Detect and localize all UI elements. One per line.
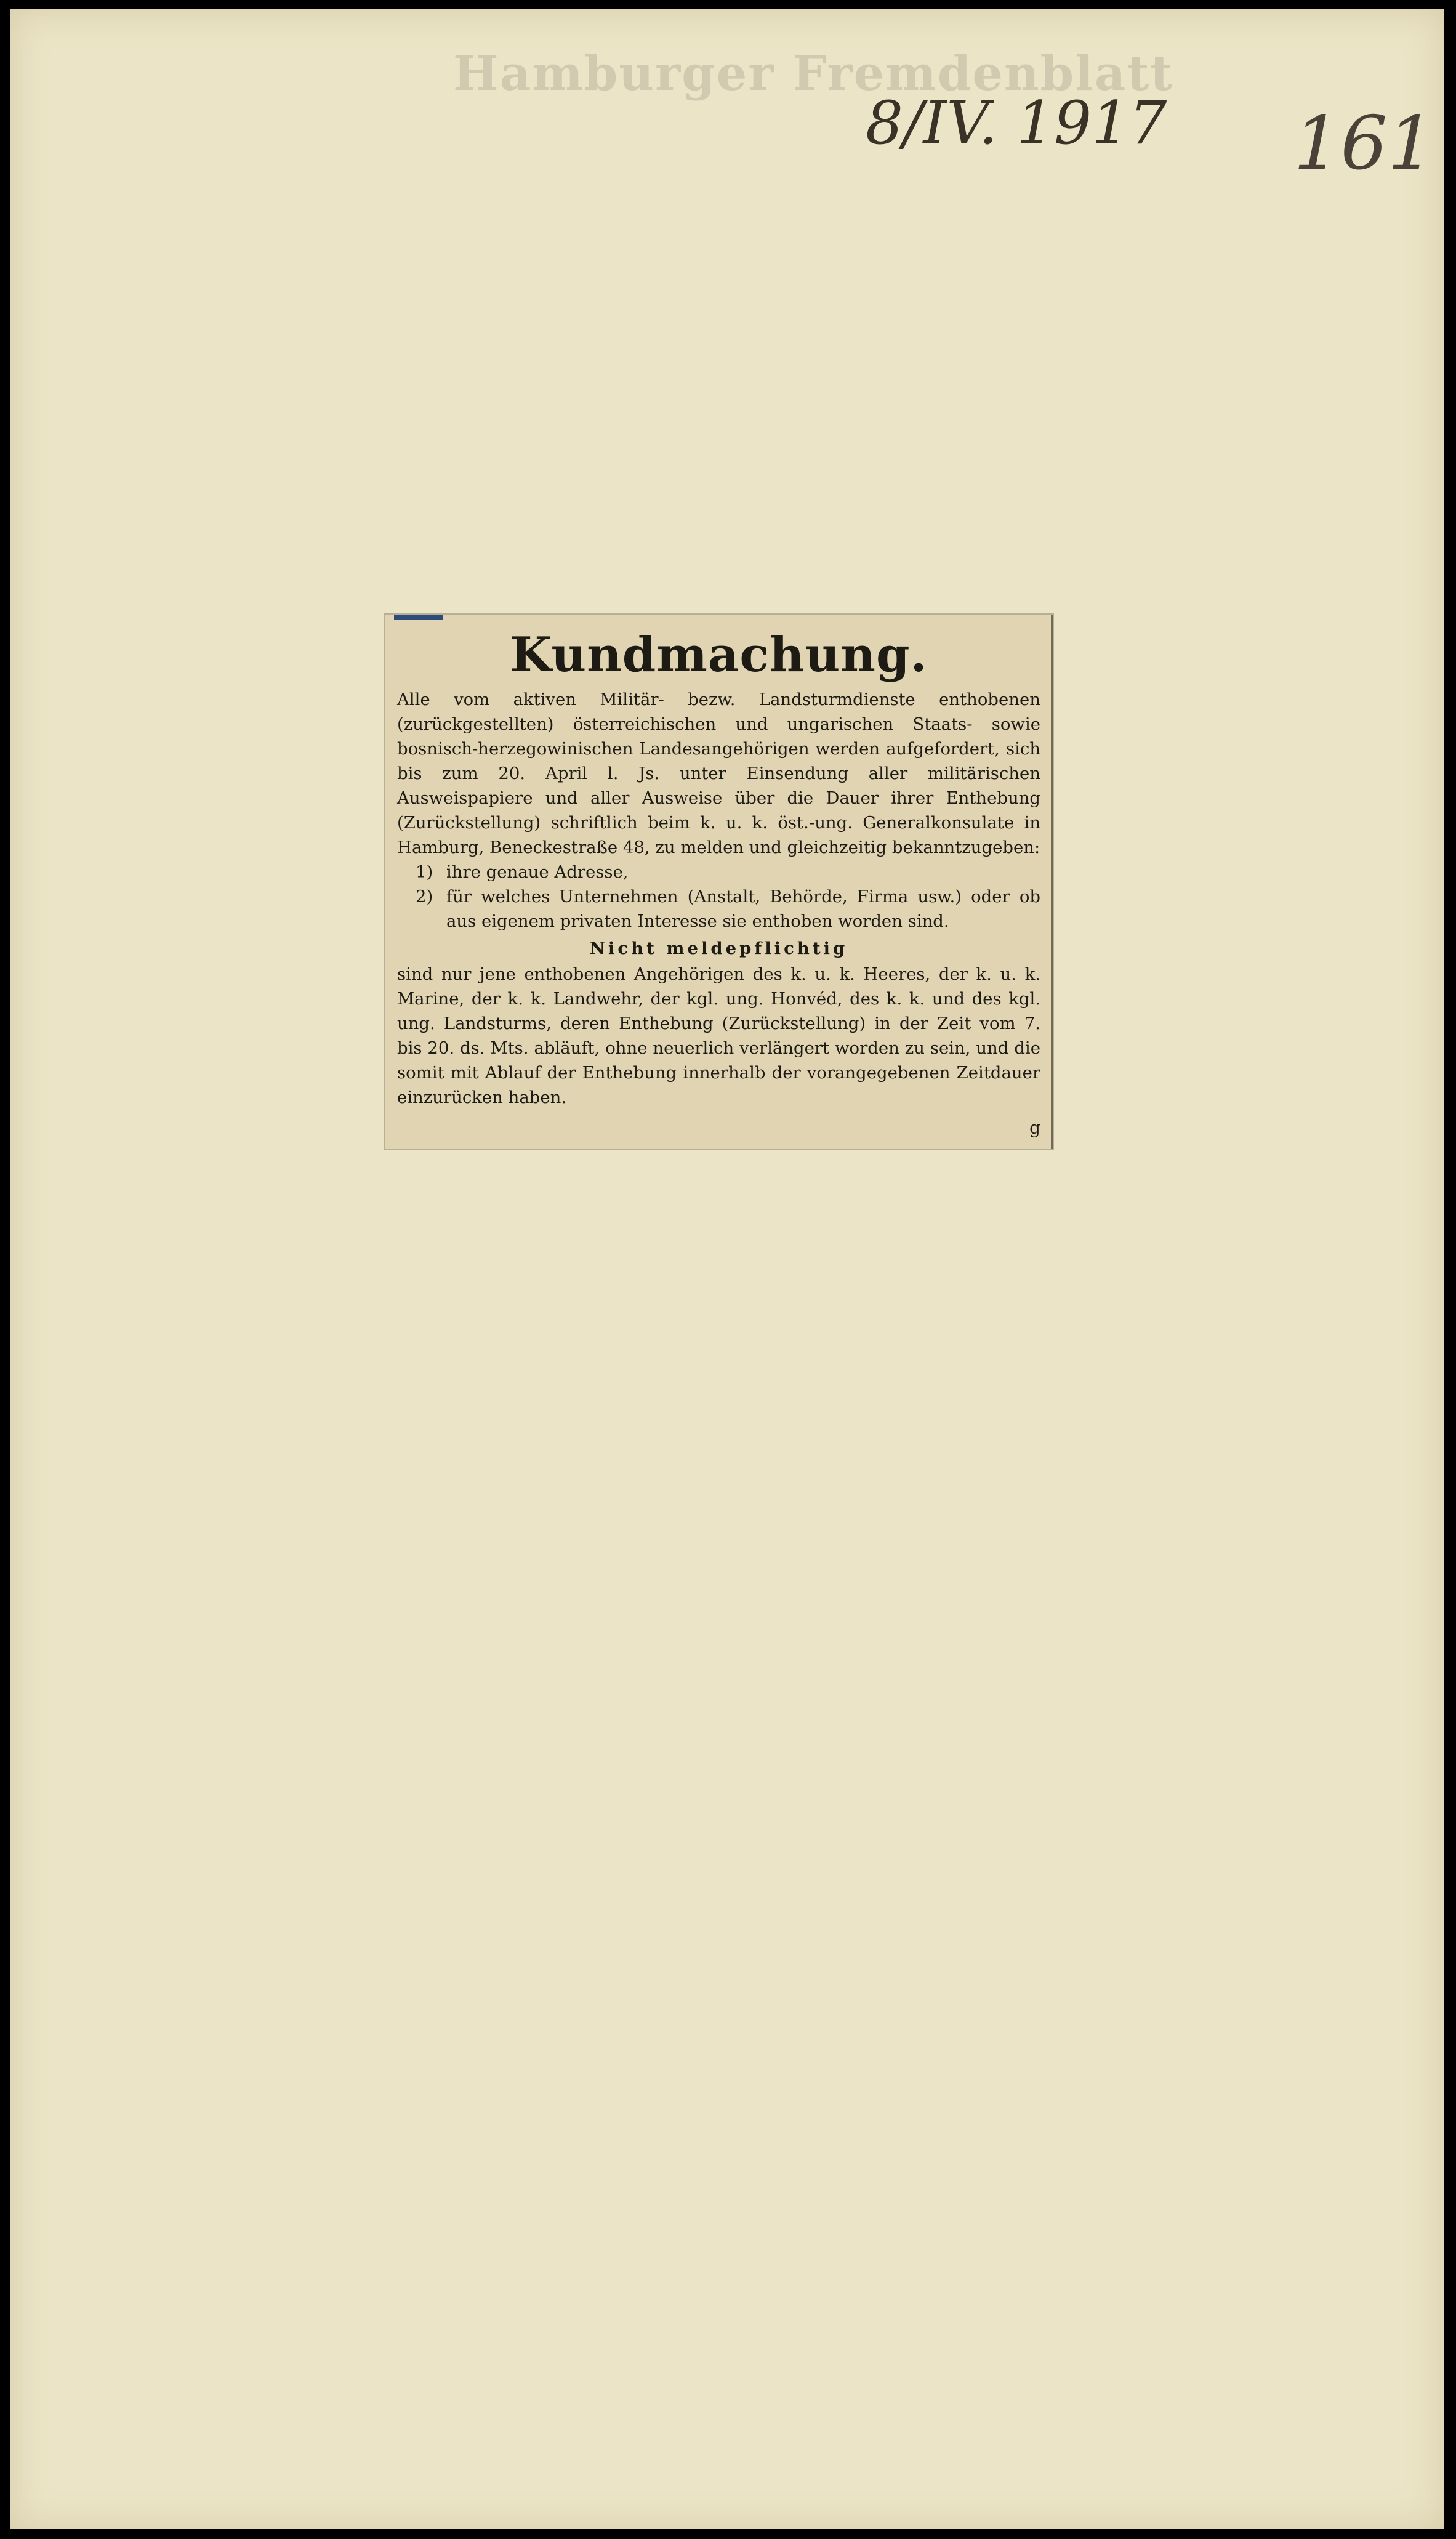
newspaper-clipping: [385, 615, 1053, 1149]
handwritten-date: 8/IV. 1917: [866, 89, 1167, 158]
clipping-title: Kundmachung.: [510, 627, 928, 683]
requirements-list: [397, 860, 1040, 934]
clipping-body: [397, 687, 1040, 1110]
subheading: Nicht meldepflichtig: [589, 939, 848, 958]
list-item: 2) für welches Unternehmen (Anstalt, Behörde, Firma usw.) oder ob aus eigenem privaten Interesse sie enthoben worden sind.: [416, 887, 1040, 931]
printer-mark: g: [1029, 1118, 1040, 1138]
newspaper-stamp: Hamburger Fremdenblatt: [453, 46, 1174, 102]
closing-paragraph: sind nur jene enthobenen Angehörigen des k. u. k. Heeres, der k. u. k. Marine, der k. k. Landwehr, der kgl. ung. Honvéd, des k. k. und des kgl. ung. Landsturms, deren Enthebung (Zurückstellung) in der Zeit vom 7. bis 20. ds. Mts. abläuft, ohne neuerlich verlängert worden zu sein, und die somit mit Ablauf der Enthebung innerhalb der vorangegebenen Zeitdauer einzurücken haben.: [397, 964, 1040, 1107]
archive-sheet: [10, 9, 1444, 2529]
list-item: 1) ihre genaue Adresse,: [416, 862, 629, 882]
clipping-edge-mark: [394, 615, 443, 620]
column-rule: [1051, 615, 1053, 1149]
folio-number: 161: [1293, 101, 1435, 187]
intro-paragraph: Alle vom aktiven Militär- bezw. Landsturmdienste enthobenen (zurückgestellten) österreichischen und ungarischen Staats- sowie bosnisch-herzegowinischen Landesangehörigen werden aufgefordert, sich bis zum 20. April l. Js. unter Einsendung aller militärischen Ausweispapiere und aller Ausweise über die Dauer ihrer Enthebung (Zurückstellung) schriftlich beim k. u. k. öst.-ung. Generalkonsulate in Hamburg, Beneckestraße 48, zu melden und gleichzeitig bekanntzugeben:: [397, 690, 1040, 857]
